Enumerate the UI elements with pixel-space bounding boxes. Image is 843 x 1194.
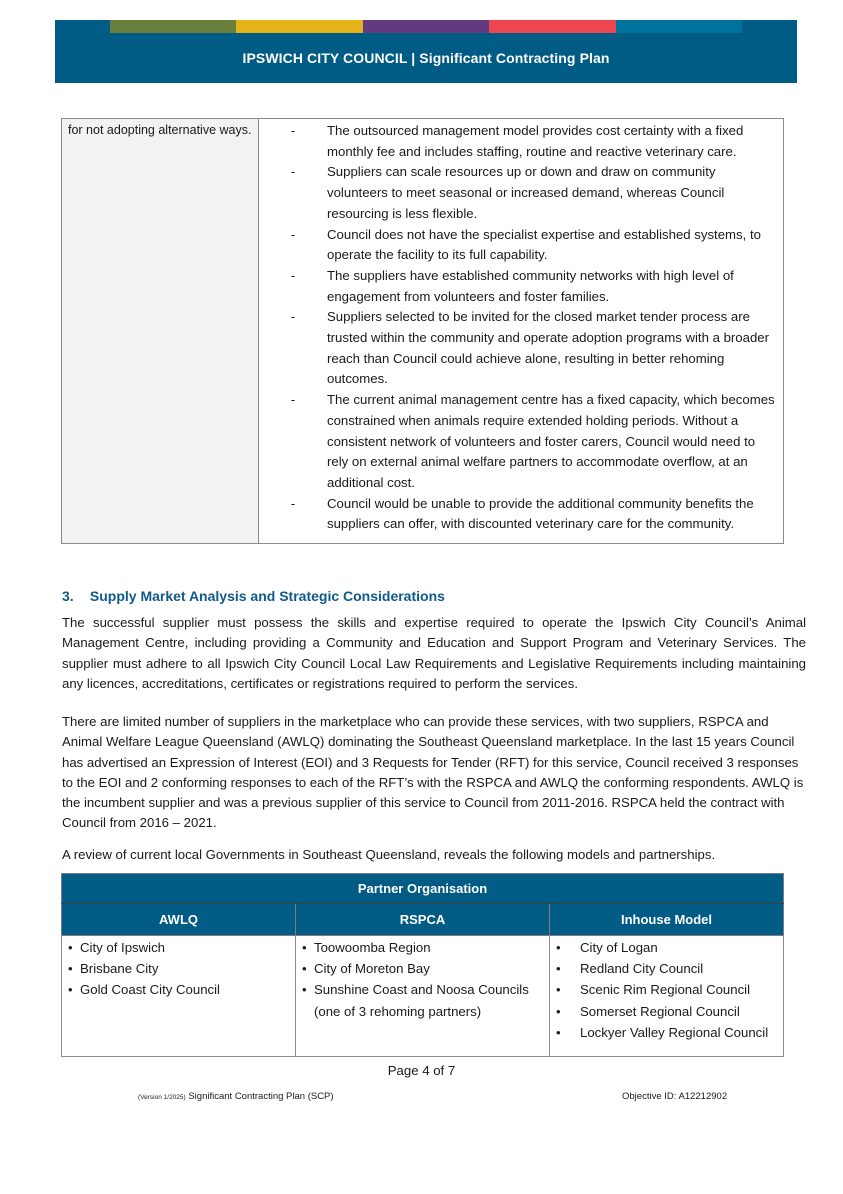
- color-bar-green: [110, 20, 236, 33]
- list-item: • Somerset Regional Council: [556, 1001, 777, 1022]
- column-header-inhouse: Inhouse Model: [550, 904, 784, 936]
- dash-bullet: -: [290, 226, 296, 242]
- dash-bullet: -: [290, 495, 296, 511]
- group-header: Partner Organisation: [62, 874, 784, 904]
- section-title: Supply Market Analysis and Strategic Considerations: [89, 588, 445, 604]
- list-item: - Council would be unable to provide the additional community benefits the suppliers can offer, with discounted veterinary care for the community.: [259, 494, 775, 535]
- page-number: Page 4 of 7: [387, 1063, 456, 1078]
- list-item: - Suppliers selected to be invited for the closed market tender process are trusted within the community and operate adoption programs with a broader reach than Council could achieve alone, resulting in better rehoming outcomes.: [259, 307, 775, 390]
- header-title: IPSWICH CITY COUNCIL | Significant Contracting Plan: [242, 50, 610, 66]
- dash-bullet: -: [290, 392, 296, 408]
- color-bar-blue: [616, 20, 742, 33]
- bullet-icon: •: [556, 1003, 561, 1019]
- section-number: 3.: [62, 588, 74, 604]
- bullet-icon: •: [302, 940, 307, 955]
- bullet-icon: •: [556, 982, 561, 998]
- rspca-councils-cell: [296, 936, 550, 1057]
- section-heading: [62, 588, 445, 604]
- list-item: • City of Logan: [556, 937, 777, 958]
- list-item: - Council does not have the specialist expertise and established systems, to operate the facility to its full capability.: [259, 225, 775, 266]
- list-item: - Suppliers can scale resources up or down and draw on community volunteers to meet seasonal or increased demand, whereas Council resourcing is less flexible.: [259, 162, 775, 224]
- inhouse-list: [556, 937, 777, 1043]
- awlq-councils-cell: [62, 936, 296, 1057]
- list-item: • Toowoomba Region: [302, 937, 543, 958]
- header-color-bars: [110, 20, 742, 33]
- bullet-icon: •: [302, 982, 307, 998]
- list-item: • City of Moreton Bay: [302, 958, 543, 979]
- awlq-list: [68, 937, 289, 1001]
- partner-organisation-table: [61, 873, 784, 1057]
- paragraph-supplier-requirements: The successful supplier must possess the skills and expertise required to operate the Ipswich City Council’s Animal Management Centre, including providing a Community and Education and Support Program and Veterinary Services. The supplier must adhere to all Ipswich City Council Local Law Requirements and Legislative Requirements including maintaining any licences, accreditations, certificates or registrations required to perform the services.: [62, 615, 806, 691]
- table-row: [62, 119, 784, 544]
- bullet-icon: •: [302, 961, 307, 977]
- list-item: • Brisbane City: [68, 958, 289, 979]
- paragraph-market-overview: There are limited number of suppliers in the marketplace who can provide these services, with two suppliers, RSPCA and Animal Welfare League Queensland (AWLQ) dominating the Southeast Queensland marketplace. In the last 15 years Council has advertised an Expression of Interest (EOI) and 3 Requests for Tender (RFT) for this service, Council received 3 responses to the EOI and 2 conforming responses to each of the RFT’s with the RSPCA and AWLQ the conforming respondents. AWLQ is the incumbent supplier and was a previous supplier of this service to Council from 2011-2016. RSPCA held the contract with Council from 2016 – 2021.: [62, 714, 804, 831]
- list-item: • Sunshine Coast and Noosa Councils (one of 3 rehoming partners): [302, 979, 543, 1021]
- rspca-list: [302, 937, 543, 1022]
- justification-reasons-cell: [259, 119, 784, 544]
- bullet-icon: •: [68, 982, 73, 998]
- list-item: - The suppliers have established community networks with high level of engagement from volunteers and foster families.: [259, 266, 775, 307]
- list-item: - The outsourced management model provides cost certainty with a fixed monthly fee and includes staffing, routine and reactive veterinary care.: [259, 121, 775, 162]
- footer-doc-title: Significant Contracting Plan (SCP): [188, 1091, 334, 1102]
- bullet-icon: •: [556, 961, 561, 977]
- footer-document-name: [138, 1091, 334, 1102]
- list-item: • City of Ipswich: [68, 937, 289, 958]
- reasons-list: [259, 121, 775, 535]
- table-row: [62, 936, 784, 1057]
- bullet-icon: •: [68, 961, 73, 977]
- table-header-row: [62, 904, 784, 936]
- color-bar-red: [489, 20, 615, 33]
- list-item: • Gold Coast City Council: [68, 979, 289, 1000]
- dash-bullet: -: [290, 267, 296, 283]
- list-item: - The current animal management centre has a fixed capacity, which becomes constrained when animals require extended holding periods. Without a consistent network of volunteers and foster carers, Council would need to rely on external animal welfare partners to accommodate overflow, at an additional cost.: [259, 390, 775, 494]
- list-item: • Scenic Rim Regional Council: [556, 979, 777, 1000]
- justification-label-cell: for not adopting alternative ways.: [62, 119, 259, 544]
- page-header-band: [55, 20, 797, 83]
- footer-version: (Version 1/2025): [138, 1094, 186, 1101]
- paragraph-review-intro: A review of current local Governments in Southeast Queensland, reveals the following models and partnerships.: [62, 847, 716, 862]
- inhouse-councils-cell: [550, 936, 784, 1057]
- list-item: • Redland City Council: [556, 958, 777, 979]
- dash-bullet: -: [290, 164, 296, 180]
- column-header-rspca: RSPCA: [296, 904, 550, 936]
- table-group-header-row: [62, 874, 784, 904]
- bullet-icon: •: [556, 1024, 561, 1040]
- bullet-icon: •: [556, 940, 561, 955]
- justification-table: [61, 118, 784, 544]
- list-item: • Lockyer Valley Regional Council: [556, 1022, 777, 1043]
- color-bar-yellow: [236, 20, 362, 33]
- dash-bullet: -: [290, 309, 296, 325]
- dash-bullet: -: [290, 123, 296, 138]
- footer-objective-id: Objective ID: A12212902: [622, 1091, 728, 1102]
- column-header-awlq: AWLQ: [62, 904, 296, 936]
- bullet-icon: •: [68, 940, 73, 955]
- color-bar-purple: [363, 20, 489, 33]
